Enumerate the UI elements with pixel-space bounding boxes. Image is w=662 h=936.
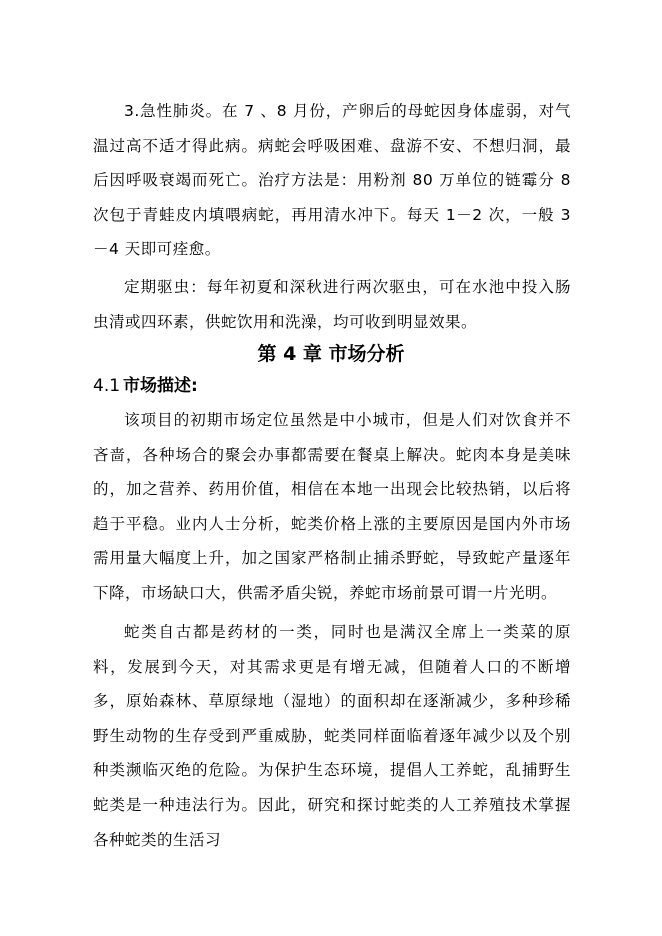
section-title: 市场描述: [123,376,198,396]
paragraph-market-demand: 蛇类自古都是药材的一类，同时也是满汉全席上一类菜的原料，发展到今天，对其需求更是有增无减，但随着人口的不断增多，原始森林、草原绿地（湿地）的面积却在逐渐减少，多种珍稀野生动物的生存受到严重威胁，蛇类同样面临着逐年减少以及个别种类濒临灭绝的危险。为保护生态环境，提倡人工养蛇，乱捕野生蛇类是一种违法行为。因此，研究和探讨蛇类的人工养殖技术掌握各种蛇类的生活习 [93,623,571,849]
chapter-title: 第 4 章 市场分析 [257,343,405,365]
paragraph-market-description: 该项目的初期市场定位虽然是中小城市，但是人们对饮食并不吝啬，各种场合的聚会办事都需要在餐桌上解决。蛇肉本身是美味的，加之营养、药用价值，相信在本地一出现会比较热销，以后将趋于平稳。业内人士分析，蛇类价格上涨的主要原因是国内外市场需用量大幅度上升，加之国家严格制止捕杀野蛇，导致蛇产量逐年下降，市场缺口大，供需矛盾尖锐，养蛇市场前景可谓一片光明。 [93,411,571,602]
section-heading [93,372,198,400]
paragraph-acute-pneumonia: 3.急性肺炎。在 7 、8 月份，产卵后的母蛇因身体虚弱，对气温过高不适才得此病。病蛇会呼吸困难、盘游不安、不想归洞，最后因呼吸衰竭而死亡。治疗方法是：用粉剂 80 万单位的链霉分 8 次包于青蛙皮内填喂病蛇，再用清水冲下。每天 1－2 次，一般 3－4 天即可痊愈。 [93,102,571,259]
paragraph-deworming: 定期驱虫：每年初夏和深秋进行两次驱虫，可在水池中投入肠虫清或四环素，供蛇饮用和洗澡，均可收到明显效果。 [93,278,571,331]
section-number: 4.1 [93,376,121,396]
